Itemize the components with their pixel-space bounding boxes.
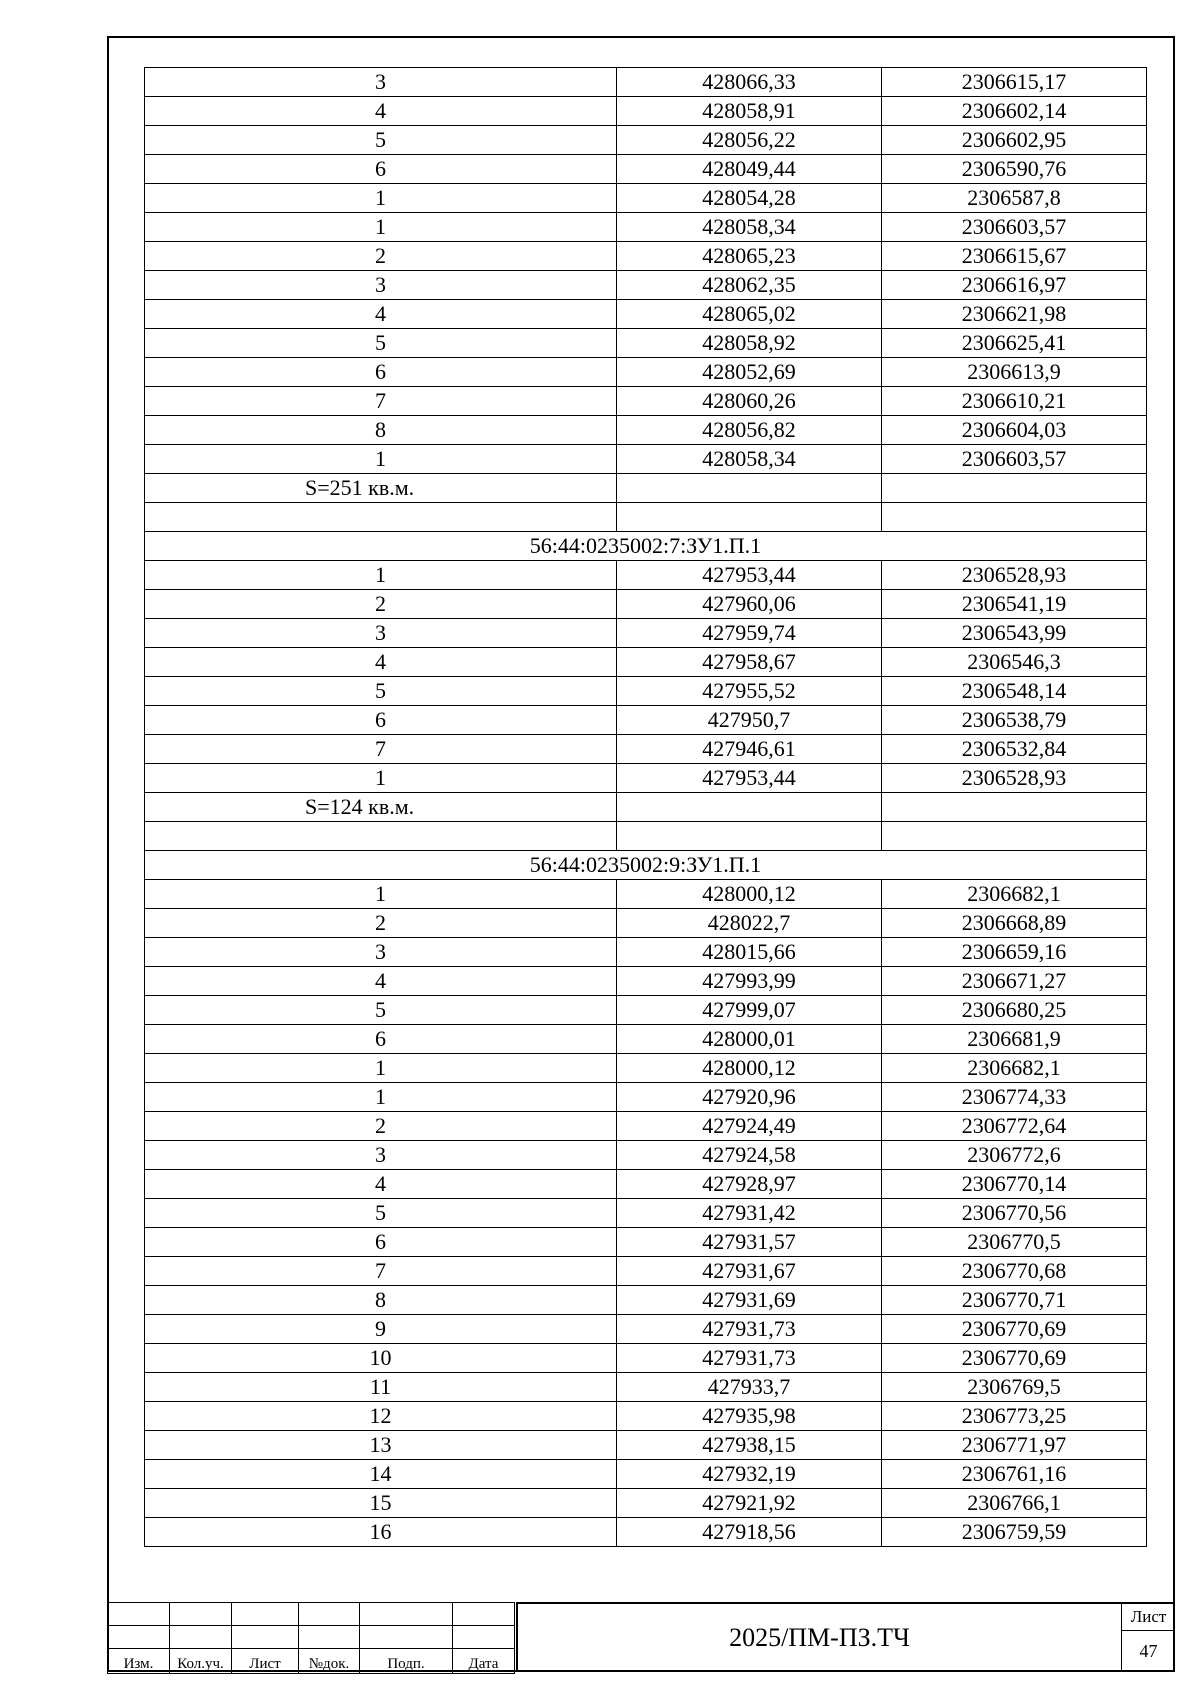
coord-y: 2306770,71 <box>882 1286 1147 1315</box>
table-row <box>145 619 1147 648</box>
point-number: 16 <box>145 1518 617 1547</box>
point-number: 7 <box>145 387 617 416</box>
point-number: 11 <box>145 1373 617 1402</box>
coord-x: 427921,92 <box>617 1489 882 1518</box>
table-row <box>145 735 1147 764</box>
coord-y: 2306590,76 <box>882 155 1147 184</box>
point-number: 7 <box>145 735 617 764</box>
point-number: 2 <box>145 242 617 271</box>
label-signature: Подп. <box>360 1649 453 1674</box>
point-number: 1 <box>145 880 617 909</box>
coord-x: 427920,96 <box>617 1083 882 1112</box>
blank-row <box>145 503 1147 532</box>
point-number: 3 <box>145 68 617 97</box>
coord-y: 2306772,6 <box>882 1141 1147 1170</box>
coord-x: 428054,28 <box>617 184 882 213</box>
coord-y: 2306671,27 <box>882 967 1147 996</box>
coord-x: 428000,12 <box>617 1054 882 1083</box>
table-row <box>145 1112 1147 1141</box>
table-row <box>145 1518 1147 1547</box>
table-row <box>145 68 1147 97</box>
coord-y: 2306770,5 <box>882 1228 1147 1257</box>
point-number: 14 <box>145 1460 617 1489</box>
table-row <box>145 1460 1147 1489</box>
table-row <box>145 1286 1147 1315</box>
coord-x: 428065,23 <box>617 242 882 271</box>
point-number: 6 <box>145 706 617 735</box>
coord-y: 2306615,17 <box>882 68 1147 97</box>
table-row <box>145 938 1147 967</box>
coord-x: 427953,44 <box>617 764 882 793</box>
table-row <box>145 764 1147 793</box>
table-row <box>145 880 1147 909</box>
coord-y: 2306587,8 <box>882 184 1147 213</box>
point-number: 1 <box>145 213 617 242</box>
coord-x: 427928,97 <box>617 1170 882 1199</box>
title-block <box>107 1602 1175 1672</box>
point-number: 6 <box>145 1025 617 1054</box>
coord-y: 2306538,79 <box>882 706 1147 735</box>
coord-x: 428000,01 <box>617 1025 882 1054</box>
coord-y: 2306528,93 <box>882 764 1147 793</box>
point-number: 8 <box>145 1286 617 1315</box>
point-number: 4 <box>145 1170 617 1199</box>
coord-x: 427931,73 <box>617 1315 882 1344</box>
point-number: 3 <box>145 1141 617 1170</box>
document-code: 2025/ПМ-ПЗ.ТЧ <box>516 1602 1121 1672</box>
coord-y <box>882 822 1147 851</box>
coord-y: 2306766,1 <box>882 1489 1147 1518</box>
point-number: 3 <box>145 619 617 648</box>
table-row <box>145 213 1147 242</box>
point-number: 4 <box>145 967 617 996</box>
coord-y: 2306680,25 <box>882 996 1147 1025</box>
revision-cell <box>299 1603 360 1626</box>
coord-y <box>882 793 1147 822</box>
coord-x: 428015,66 <box>617 938 882 967</box>
table-row <box>145 97 1147 126</box>
point-number: 5 <box>145 677 617 706</box>
point-number: 7 <box>145 1257 617 1286</box>
table-row <box>145 242 1147 271</box>
sheet-label: Лист <box>1122 1604 1175 1631</box>
table-row <box>145 996 1147 1025</box>
coord-x <box>617 793 882 822</box>
table-row <box>145 1344 1147 1373</box>
coord-x: 428056,82 <box>617 416 882 445</box>
coord-y: 2306759,59 <box>882 1518 1147 1547</box>
table-row <box>145 1141 1147 1170</box>
coord-x: 428058,92 <box>617 329 882 358</box>
parcel-number: 56:44:0235002:7:ЗУ1.П.1 <box>145 532 1147 561</box>
point-number: 8 <box>145 416 617 445</box>
table-row <box>145 1402 1147 1431</box>
coord-x: 427959,74 <box>617 619 882 648</box>
coord-y: 2306772,64 <box>882 1112 1147 1141</box>
coord-x: 427993,99 <box>617 967 882 996</box>
coord-y: 2306616,97 <box>882 271 1147 300</box>
table-row <box>145 1199 1147 1228</box>
point-number: 6 <box>145 1228 617 1257</box>
coord-x: 427918,56 <box>617 1518 882 1547</box>
coord-y: 2306610,21 <box>882 387 1147 416</box>
point-number: 9 <box>145 1315 617 1344</box>
coord-x: 428056,22 <box>617 126 882 155</box>
point-number: 10 <box>145 1344 617 1373</box>
coord-x: 428022,7 <box>617 909 882 938</box>
coord-x: 427946,61 <box>617 735 882 764</box>
coord-y: 2306541,19 <box>882 590 1147 619</box>
coord-y: 2306603,57 <box>882 445 1147 474</box>
coord-y: 2306543,99 <box>882 619 1147 648</box>
point-number: 5 <box>145 126 617 155</box>
table-row <box>145 300 1147 329</box>
coordinates-table <box>144 67 1147 1547</box>
coord-y <box>882 474 1147 503</box>
coord-y: 2306532,84 <box>882 735 1147 764</box>
coord-x: 427938,15 <box>617 1431 882 1460</box>
point-number: 2 <box>145 1112 617 1141</box>
revision-cell <box>360 1603 453 1626</box>
point-number: 2 <box>145 909 617 938</box>
coord-y: 2306770,14 <box>882 1170 1147 1199</box>
point-number: 4 <box>145 648 617 677</box>
point-number: 5 <box>145 1199 617 1228</box>
coord-x: 428060,26 <box>617 387 882 416</box>
coord-x: 427958,67 <box>617 648 882 677</box>
parcel-header-row <box>145 851 1147 880</box>
coord-y: 2306682,1 <box>882 880 1147 909</box>
coord-x: 428066,33 <box>617 68 882 97</box>
coord-y: 2306770,69 <box>882 1344 1147 1373</box>
point-number: 1 <box>145 764 617 793</box>
coord-y: 2306769,5 <box>882 1373 1147 1402</box>
coord-x <box>617 822 882 851</box>
table-row <box>145 1489 1147 1518</box>
coord-y: 2306603,57 <box>882 213 1147 242</box>
table-row <box>145 561 1147 590</box>
table-row <box>145 1228 1147 1257</box>
coord-x: 427931,69 <box>617 1286 882 1315</box>
coord-y: 2306528,93 <box>882 561 1147 590</box>
table-row <box>145 329 1147 358</box>
area-row <box>145 474 1147 503</box>
coord-y <box>882 503 1147 532</box>
table-row <box>145 358 1147 387</box>
table-row <box>145 445 1147 474</box>
point-number <box>145 822 617 851</box>
table-row <box>145 909 1147 938</box>
coord-y: 2306615,67 <box>882 242 1147 271</box>
table-row <box>145 677 1147 706</box>
coord-y: 2306613,9 <box>882 358 1147 387</box>
table-row <box>145 416 1147 445</box>
coord-x: 427935,98 <box>617 1402 882 1431</box>
coord-x: 428062,35 <box>617 271 882 300</box>
coord-x: 427933,7 <box>617 1373 882 1402</box>
point-number: 6 <box>145 358 617 387</box>
table-row <box>145 648 1147 677</box>
revision-cell <box>232 1626 299 1649</box>
coord-y: 2306621,98 <box>882 300 1147 329</box>
parcel-number: 56:44:0235002:9:ЗУ1.П.1 <box>145 851 1147 880</box>
point-number: 1 <box>145 1083 617 1112</box>
area-value: S=251 кв.м. <box>145 474 617 503</box>
label-sheet: Лист <box>232 1649 299 1674</box>
label-date: Дата <box>453 1649 515 1674</box>
point-number: 13 <box>145 1431 617 1460</box>
coord-x: 427955,52 <box>617 677 882 706</box>
coord-x: 428065,02 <box>617 300 882 329</box>
coord-x: 427931,67 <box>617 1257 882 1286</box>
point-number: 1 <box>145 1054 617 1083</box>
point-number: 5 <box>145 329 617 358</box>
coordinates-table-body <box>145 68 1147 1547</box>
revision-cell <box>299 1626 360 1649</box>
coord-y: 2306761,16 <box>882 1460 1147 1489</box>
coord-x: 428058,34 <box>617 445 882 474</box>
revision-cell <box>453 1603 515 1626</box>
coord-x: 427950,7 <box>617 706 882 735</box>
table-row <box>145 1373 1147 1402</box>
coord-y: 2306548,14 <box>882 677 1147 706</box>
area-value: S=124 кв.м. <box>145 793 617 822</box>
table-row <box>145 1431 1147 1460</box>
coord-x: 427953,44 <box>617 561 882 590</box>
table-row <box>145 1054 1147 1083</box>
coord-y: 2306682,1 <box>882 1054 1147 1083</box>
point-number: 4 <box>145 300 617 329</box>
table-row <box>145 184 1147 213</box>
coord-y: 2306774,33 <box>882 1083 1147 1112</box>
coord-y: 2306602,95 <box>882 126 1147 155</box>
label-doc-number: №док. <box>299 1649 360 1674</box>
table-row <box>145 387 1147 416</box>
table-row <box>145 706 1147 735</box>
revision-cell <box>360 1626 453 1649</box>
table-row <box>145 1025 1147 1054</box>
coord-x <box>617 474 882 503</box>
table-row <box>145 1083 1147 1112</box>
revision-cell <box>108 1603 170 1626</box>
table-row <box>145 271 1147 300</box>
table-row <box>145 1257 1147 1286</box>
revision-cell <box>232 1603 299 1626</box>
point-number: 4 <box>145 97 617 126</box>
point-number: 5 <box>145 996 617 1025</box>
table-row <box>145 126 1147 155</box>
coord-y: 2306770,68 <box>882 1257 1147 1286</box>
sheet-number: 47 <box>1139 1641 1158 1661</box>
coord-y: 2306681,9 <box>882 1025 1147 1054</box>
coord-x: 428049,44 <box>617 155 882 184</box>
coord-x: 427999,07 <box>617 996 882 1025</box>
coord-x: 428058,91 <box>617 97 882 126</box>
coord-y: 2306602,14 <box>882 97 1147 126</box>
point-number: 6 <box>145 155 617 184</box>
point-number: 3 <box>145 938 617 967</box>
coord-x: 428052,69 <box>617 358 882 387</box>
point-number: 1 <box>145 445 617 474</box>
coord-x <box>617 503 882 532</box>
point-number: 1 <box>145 184 617 213</box>
revision-grid <box>107 1602 515 1674</box>
point-number: 1 <box>145 561 617 590</box>
coord-y: 2306659,16 <box>882 938 1147 967</box>
coord-y: 2306625,41 <box>882 329 1147 358</box>
coord-y: 2306773,25 <box>882 1402 1147 1431</box>
coord-x: 427924,49 <box>617 1112 882 1141</box>
coord-x: 428000,12 <box>617 880 882 909</box>
coord-y: 2306546,3 <box>882 648 1147 677</box>
coord-y: 2306771,97 <box>882 1431 1147 1460</box>
coord-x: 428058,34 <box>617 213 882 242</box>
table-row <box>145 1170 1147 1199</box>
label-change: Изм. <box>108 1649 170 1674</box>
table-row <box>145 1315 1147 1344</box>
revision-cell <box>170 1603 232 1626</box>
point-number: 3 <box>145 271 617 300</box>
label-count: Кол.уч. <box>170 1649 232 1674</box>
parcel-header-row <box>145 532 1147 561</box>
coord-x: 427931,57 <box>617 1228 882 1257</box>
coord-y: 2306770,56 <box>882 1199 1147 1228</box>
coord-y: 2306668,89 <box>882 909 1147 938</box>
coord-y: 2306604,03 <box>882 416 1147 445</box>
point-number: 15 <box>145 1489 617 1518</box>
blank-row <box>145 822 1147 851</box>
table-row <box>145 155 1147 184</box>
point-number <box>145 503 617 532</box>
coord-x: 427931,42 <box>617 1199 882 1228</box>
area-row <box>145 793 1147 822</box>
coord-x: 427960,06 <box>617 590 882 619</box>
table-row <box>145 967 1147 996</box>
point-number: 2 <box>145 590 617 619</box>
coord-x: 427924,58 <box>617 1141 882 1170</box>
coord-x: 427931,73 <box>617 1344 882 1373</box>
coord-y: 2306770,69 <box>882 1315 1147 1344</box>
revision-cell <box>108 1626 170 1649</box>
sheet-box <box>1121 1602 1175 1672</box>
point-number: 12 <box>145 1402 617 1431</box>
table-row <box>145 590 1147 619</box>
revision-cell <box>453 1626 515 1649</box>
coord-x: 427932,19 <box>617 1460 882 1489</box>
revision-cell <box>170 1626 232 1649</box>
